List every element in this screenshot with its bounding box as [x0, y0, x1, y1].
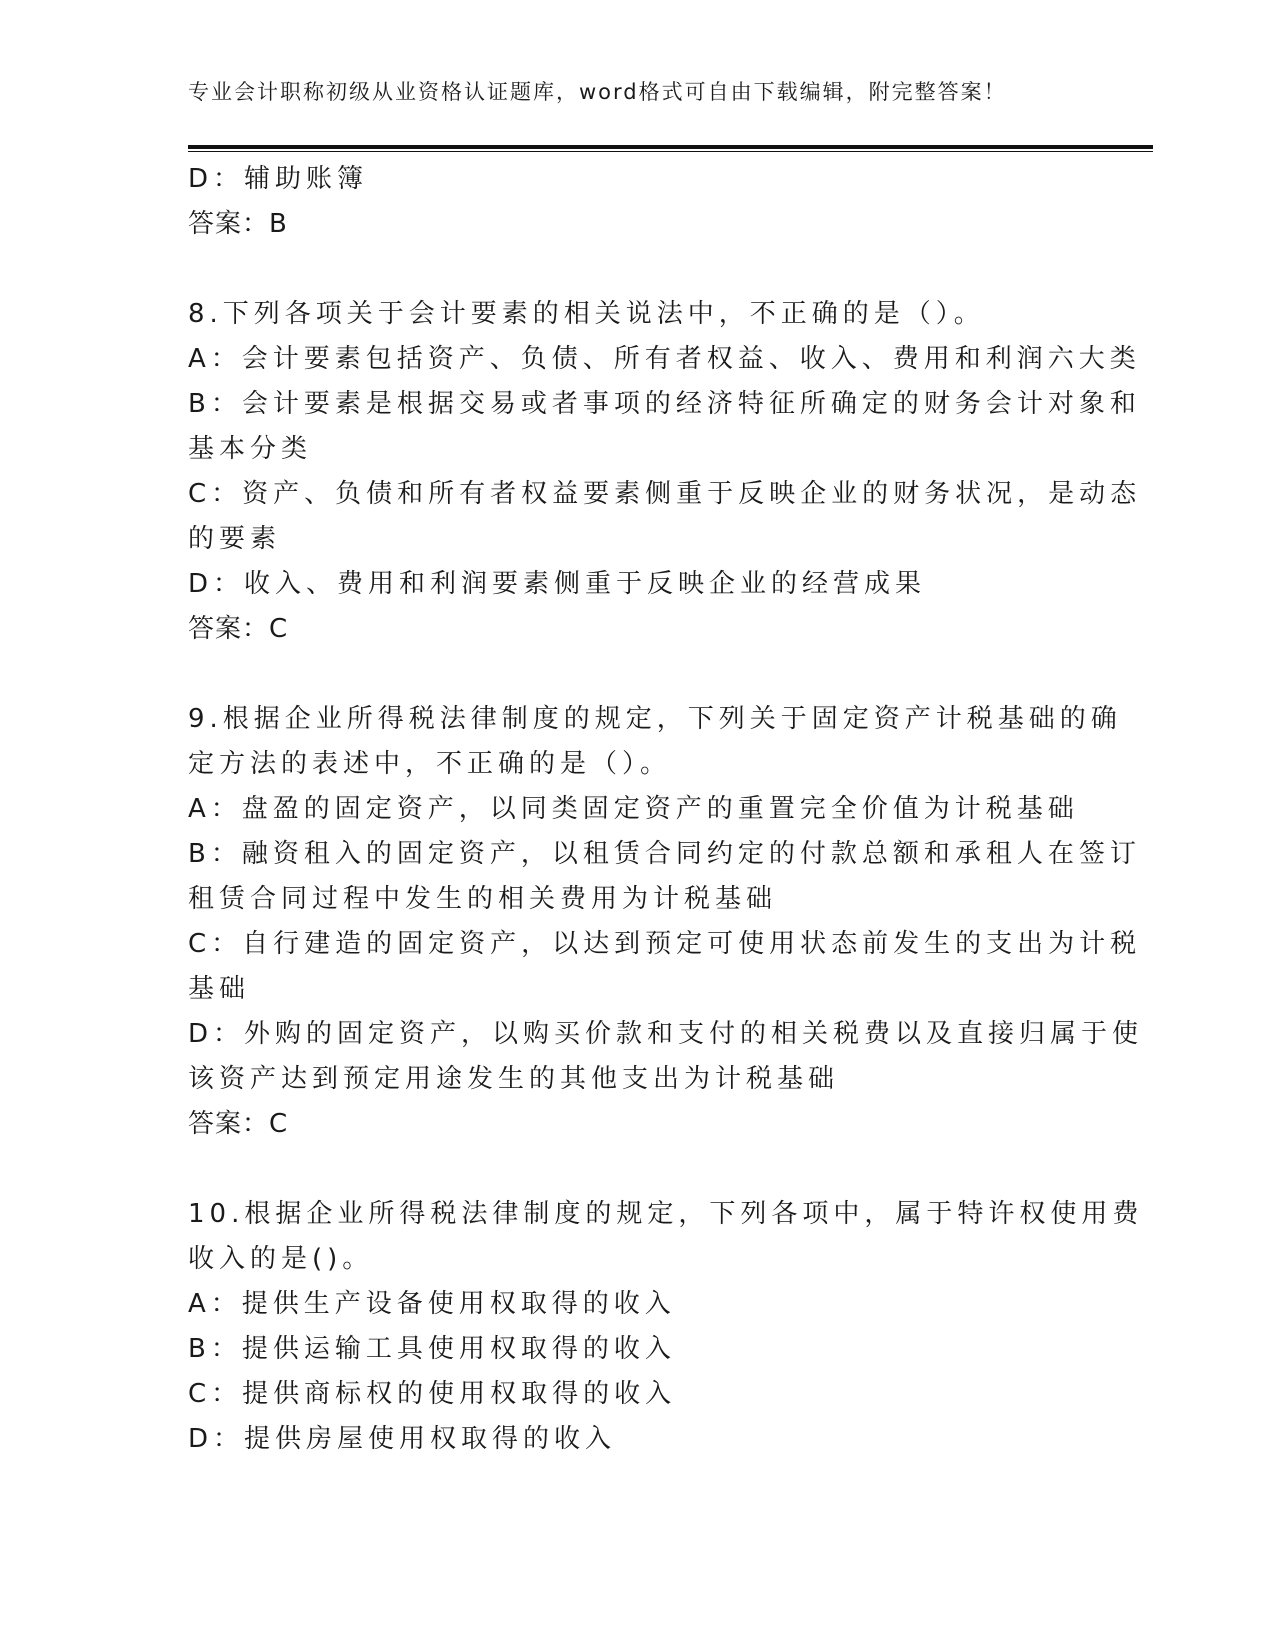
blank-line	[188, 652, 1088, 697]
option-line: A：会计要素包括资产、负债、所有者权益、收入、费用和利润六大类	[188, 344, 1141, 374]
answer-line: 答案：B	[188, 209, 288, 239]
option-line: D：辅助账簿	[188, 164, 369, 194]
option-line: A：盘盈的固定资产，以同类固定资产的重置完全价值为计税基础	[188, 794, 1079, 824]
option-line: B：会计要素是根据交易或者事项的经济特征所确定的财务会计对象和	[188, 389, 1141, 419]
option-line: B：融资租入的固定资产，以租赁合同约定的付款总额和承租人在签订	[188, 839, 1141, 869]
question-line: 收入的是()。	[188, 1244, 374, 1274]
option-line: C：自行建造的固定资产，以达到预定可使用状态前发生的支出为计税	[188, 929, 1142, 959]
header-divider	[188, 145, 1153, 152]
option-line: 租赁合同过程中发生的相关费用为计税基础	[188, 884, 778, 914]
option-line: D：收入、费用和利润要素侧重于反映企业的经营成果	[188, 569, 927, 599]
option-line: C：资产、负债和所有者权益要素侧重于反映企业的财务状况，是动态	[188, 479, 1142, 509]
question-line: 9.根据企业所得税法律制度的规定，下列关于固定资产计税基础的确	[188, 704, 1122, 734]
blank-line	[188, 1147, 1088, 1192]
answer-line: 答案：C	[188, 1109, 289, 1139]
question-line: 8.下列各项关于会计要素的相关说法中，不正确的是（）。	[188, 299, 985, 329]
option-line: 该资产达到预定用途发生的其他支出为计税基础	[188, 1064, 840, 1094]
answer-line: 答案：C	[188, 614, 289, 644]
option-line: B：提供运输工具使用权取得的收入	[188, 1334, 676, 1364]
question-line: 定方法的表述中，不正确的是（）。	[188, 749, 672, 779]
option-line: D：提供房屋使用权取得的收入	[188, 1424, 617, 1454]
option-line: 基本分类	[188, 434, 313, 464]
option-line: 的要素	[188, 524, 282, 554]
blank-line	[188, 247, 1088, 292]
option-line: 基础	[188, 974, 251, 1004]
question-line: 10.根据企业所得税法律制度的规定，下列各项中，属于特许权使用费	[188, 1199, 1144, 1229]
question-content	[188, 157, 1144, 1462]
option-line: A：提供生产设备使用权取得的收入	[188, 1289, 676, 1319]
page-header: 专业会计职称初级从业资格认证题库，word格式可自由下载编辑，附完整答案！	[188, 80, 1007, 104]
option-line: D：外购的固定资产，以购买价款和支付的相关税费以及直接归属于使	[188, 1019, 1144, 1049]
option-line: C：提供商标权的使用权取得的收入	[188, 1379, 677, 1409]
